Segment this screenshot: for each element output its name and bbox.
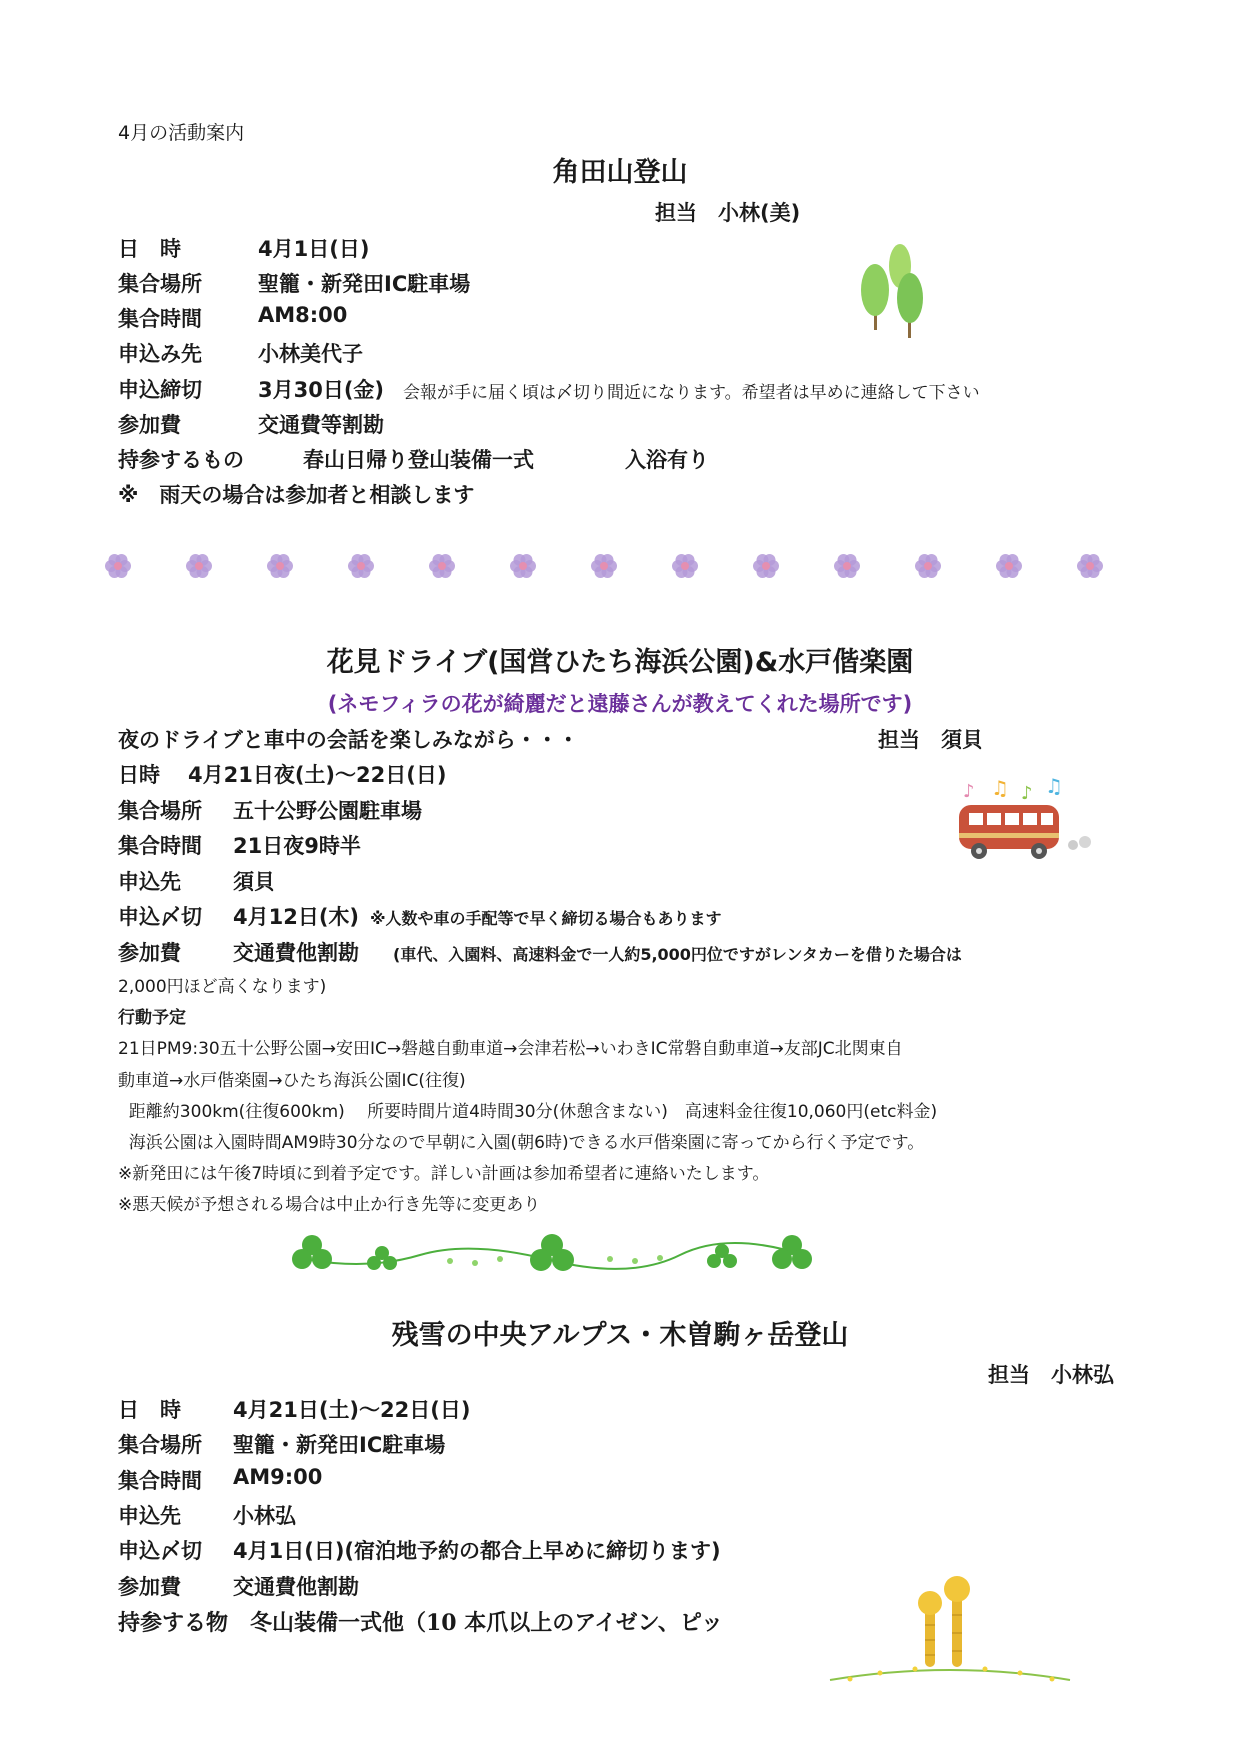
- event1-label-deadline: 申込締切: [118, 378, 202, 402]
- event3-value-contact: 小林弘: [233, 1504, 296, 1528]
- event3-label-contact: 申込先: [118, 1504, 181, 1528]
- clover-divider: [290, 1225, 830, 1285]
- event1-label-date: 日 時: [118, 237, 181, 261]
- bus-illustration: [955, 775, 1115, 865]
- event1-label-place: 集合場所: [118, 272, 202, 296]
- event3-bring: 持参する物 冬山装備一式他（10 本爪以上のアイゼン、ピッ: [118, 1610, 723, 1636]
- event1-value-place: 聖籠・新発田IC駐車場: [258, 272, 471, 296]
- flower-icon: [915, 554, 941, 578]
- event2-schedule-line-3: 距離約300km(往復600km) 所要時間片道4時間30分(休憩含まない) 高速料金往復10,060円(etc料金): [118, 1102, 938, 1122]
- header-title: 4月の活動案内: [118, 122, 245, 144]
- svg-text:♪: ♪: [1021, 783, 1033, 804]
- event2-leader: 担当 須貝: [878, 728, 983, 752]
- event2-title: 花見ドライブ(国営ひたち海浜公園)&水戸偕楽園: [326, 647, 914, 678]
- event1-label-fee: 参加費: [118, 413, 181, 437]
- flower-icon: [834, 554, 860, 578]
- event3-value-time: AM9:00: [233, 1465, 323, 1489]
- event3-label-place: 集合場所: [118, 1433, 202, 1457]
- event2-label-time: 集合時間: [118, 834, 202, 858]
- event2-label-fee: 参加費: [118, 941, 181, 965]
- flower-icon: [753, 554, 779, 578]
- flower-icon: [348, 554, 374, 578]
- event2-label-place: 集合場所: [118, 799, 202, 823]
- flower-icon: [996, 554, 1022, 578]
- svg-text:♫: ♫: [1045, 774, 1063, 798]
- sprouts-illustration: [820, 1575, 1080, 1695]
- svg-text:♫: ♫: [991, 776, 1009, 800]
- event1-value-deadline: 3月30日(金): [258, 378, 385, 402]
- event3-label-fee: 参加費: [118, 1575, 181, 1599]
- event2-schedule-line-4: 海浜公園は入園時間AM9時30分なので早朝に入園(朝6時)できる水戸偕楽園に寄ってから行く予定です。: [118, 1133, 925, 1153]
- event2-fee-note-cont: 2,000円ほど高くなります): [118, 977, 327, 997]
- event1-value-contact: 小林美代子: [258, 342, 363, 366]
- event1-deadline-note: 会報が手に届く頃は〆切り間近になります。希望者は早めに連絡して下さい: [403, 383, 980, 403]
- event1-value-bring: 春山日帰り登山装備一式: [303, 448, 534, 472]
- event2-value-time: 21日夜9時半: [233, 834, 361, 858]
- event3-value-place: 聖籠・新発田IC駐車場: [233, 1433, 446, 1457]
- event2-value-deadline: 4月12日(木): [233, 905, 360, 929]
- flower-icon: [429, 554, 455, 578]
- event3-value-fee: 交通費他割勘: [233, 1575, 359, 1599]
- flower-icon: [672, 554, 698, 578]
- flower-divider: [100, 548, 1140, 584]
- event1-leader: 担当 小林(美): [655, 201, 801, 225]
- event2-schedule-line-5: ※新発田には午後7時頃に到着予定です。詳しい計画は参加希望者に連絡いたします。: [118, 1164, 770, 1184]
- event3-label-time: 集合時間: [118, 1469, 202, 1493]
- event1-label-bring: 持参するもの: [118, 448, 244, 472]
- event2-value-fee: 交通費他割勘: [233, 941, 359, 965]
- event2-value-date: 4月21日夜(土)～22日(日): [188, 763, 447, 787]
- event1-label-contact: 申込み先: [118, 342, 202, 366]
- event3-value-date: 4月21日(土)～22日(日): [233, 1398, 471, 1422]
- event2-value-contact: 須貝: [233, 870, 275, 894]
- trees-illustration: [850, 240, 940, 340]
- event2-value-place: 五十公野公園駐車場: [233, 799, 422, 823]
- event1-value-fee: 交通費等割勘: [258, 413, 384, 437]
- event2-label-contact: 申込先: [118, 870, 181, 894]
- flower-icon: [105, 554, 131, 578]
- event2-schedule-line-6: ※悪天候が予想される場合は中止か行き先等に変更あり: [118, 1195, 541, 1215]
- event2-label-date: 日時: [118, 763, 160, 787]
- event2-deadline-note: ※人数や車の手配等で早く締切る場合もあります: [370, 909, 722, 928]
- event1-rain-note: ※ 雨天の場合は参加者と相談します: [118, 483, 475, 507]
- event1-value-date: 4月1日(日): [258, 237, 370, 261]
- event3-value-deadline: 4月1日(日)(宿泊地予約の都合上早めに締切ります): [233, 1539, 721, 1563]
- event2-intro: 夜のドライブと車中の会話を楽しみながら・・・: [118, 728, 579, 752]
- flower-icon: [186, 554, 212, 578]
- event2-schedule-line-1: 21日PM9:30五十公野公園→安田IC→磐越自動車道→会津若松→いわきIC常磐自動車道→友部JC北関東自: [118, 1039, 903, 1059]
- event1-title: 角田山登山: [552, 157, 688, 188]
- flower-icon: [591, 554, 617, 578]
- svg-text:♪: ♪: [963, 781, 975, 802]
- event2-fee-note: (車代、入園料、高速料金で一人約5,000円位ですがレンタカーを借りた場合は: [393, 945, 962, 964]
- event3-title: 残雪の中央アルプス・木曽駒ヶ岳登山: [391, 1320, 849, 1351]
- event2-schedule-line-2: 動車道→水戸偕楽園→ひたち海浜公園IC(往復): [118, 1071, 466, 1091]
- event2-subtitle: (ネモフィラの花が綺麗だと遠藤さんが教えてくれた場所です): [327, 692, 913, 716]
- event1-value-time: AM8:00: [258, 303, 348, 327]
- event1-label-time: 集合時間: [118, 307, 202, 331]
- event3-leader: 担当 小林弘: [988, 1363, 1114, 1387]
- event2-label-deadline: 申込〆切: [118, 905, 202, 929]
- event3-label-deadline: 申込〆切: [118, 1539, 202, 1563]
- event3-label-date: 日 時: [118, 1398, 181, 1422]
- event2-schedule-label: 行動予定: [118, 1008, 186, 1028]
- event1-bath: 入浴有り: [625, 448, 709, 472]
- flower-icon: [267, 554, 293, 578]
- flower-icon: [1077, 554, 1103, 578]
- flower-icon: [510, 554, 536, 578]
